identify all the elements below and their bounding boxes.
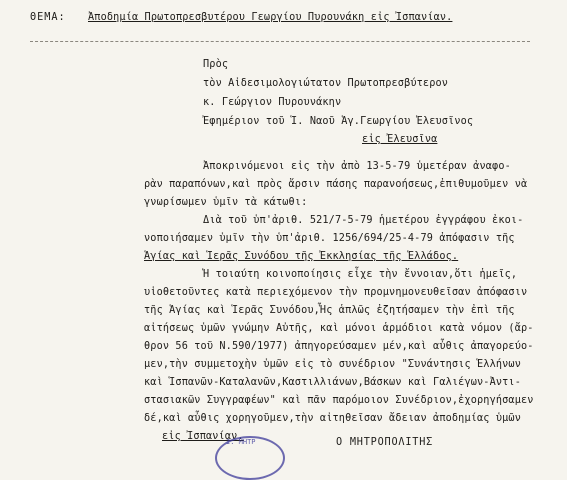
body-line: στασιακῶν Συγγραφέων" καὶ πᾶν παρόμοιον Συνέδριον,ἐχορηγήσαμεν	[144, 395, 534, 406]
official-stamp-text: Ι. ΜΗΤΡ	[226, 438, 256, 446]
addressee-name: κ. Γεώργιον Πυρουνάκην	[203, 97, 342, 108]
addressee-title: τὸν Αἰδεσιμολογιώτατον Πρωτοπρεσβύτερον	[203, 78, 449, 89]
body-line: δέ,καὶ αὖθις χορηγοῦμεν,τὴν αἰτηθεῖσαν ἄδειαν ἀποδημίας ὑμῶν	[144, 413, 522, 424]
body-line: υἱοθετοῦντες κατὰ περιεχόμενον τὴν προμνημονευθεῖσαν ἀπόφασιν	[144, 287, 528, 298]
subject-label: ΘΕΜΑ:	[30, 12, 66, 23]
body-line: αἰτήσεως ὑμῶν γνώμην Αὐτῆς, καὶ μόνοι ἁρμόδιοι κατὰ νόμον (ἄρ-	[144, 323, 534, 334]
body-line: νοποιήσαμεν ὑμῖν τὴν ὑπ'ἀριθ. 1256/694/25-4-79 ἀπόφασιν τῆς	[144, 233, 515, 244]
addressee-to: Πρὸς	[203, 59, 229, 70]
signature-label: Ο ΜΗΤΡΟΠΟΛΙΤΗΣ	[336, 437, 434, 448]
body-line: εἰς Ἰσπανίαν.	[162, 431, 244, 442]
addressee-place: εἰς Ἐλευσῖνα	[362, 134, 438, 145]
body-line: ρὰν παραπόνων,καὶ πρὸς ἄρσιν πάσης παρανοήσεως,ἐπιθυμοῦμεν νὰ	[144, 179, 528, 190]
body-line: τῆς Ἁγίας καὶ Ἱερᾶς Συνόδου,Ἧς ἁπλῶς ἐζητήσαμεν τὴν ἐπὶ τῆς	[144, 305, 515, 316]
subject-text: Ἀποδημία Πρωτοπρεσβυτέρου Γεωργίου Πυρουνάκη εἰς Ἰσπανίαν.	[88, 12, 453, 23]
body-line: Ἁγίας καὶ Ἱερᾶς Συνόδου τῆς Ἐκκλησίας τῆς Ἑλλάδος.	[144, 251, 459, 262]
body-line: Διὰ τοῦ ὑπ'ἀριθ. 521/7-5-79 ἡμετέρου ἐγγράφου ἐκοι-	[203, 215, 524, 226]
body-line: Ἡ τοιαύτη κοινοποίησις εἶχε τὴν ἔννοιαν,ὅτι ἡμεῖς,	[203, 269, 518, 280]
body-line: θρον 56 τοῦ Ν.590/1977) ἀπηγορεύσαμεν μέν,καὶ αὖθις ἀπαγορεύο-	[144, 341, 534, 352]
body-line: μεν,τὴν συμμετοχὴν ὑμῶν εἰς τὸ συνέδριον "Συνάντησις Ἑλλήνων	[144, 359, 522, 370]
header-divider	[30, 41, 530, 42]
addressee-position: Ἐφημέριον τοῦ Ἱ. Ναοῦ Ἁγ.Γεωργίου Ἐλευσῖνος	[203, 116, 474, 127]
body-line: Ἀποκρινόμενοι εἰς τὴν ἀπὸ 13-5-79 ὑμετέραν ἀναφο-	[203, 161, 511, 172]
body-line: καὶ Ἱσπανῶν-Καταλανῶν,Καστιλλιάνων,Βάσκων καὶ Γαλιέγων-Ἀντι-	[144, 377, 522, 388]
body-line: γνωρίσωμεν ὑμῖν τὰ κάτωθι:	[144, 197, 308, 208]
